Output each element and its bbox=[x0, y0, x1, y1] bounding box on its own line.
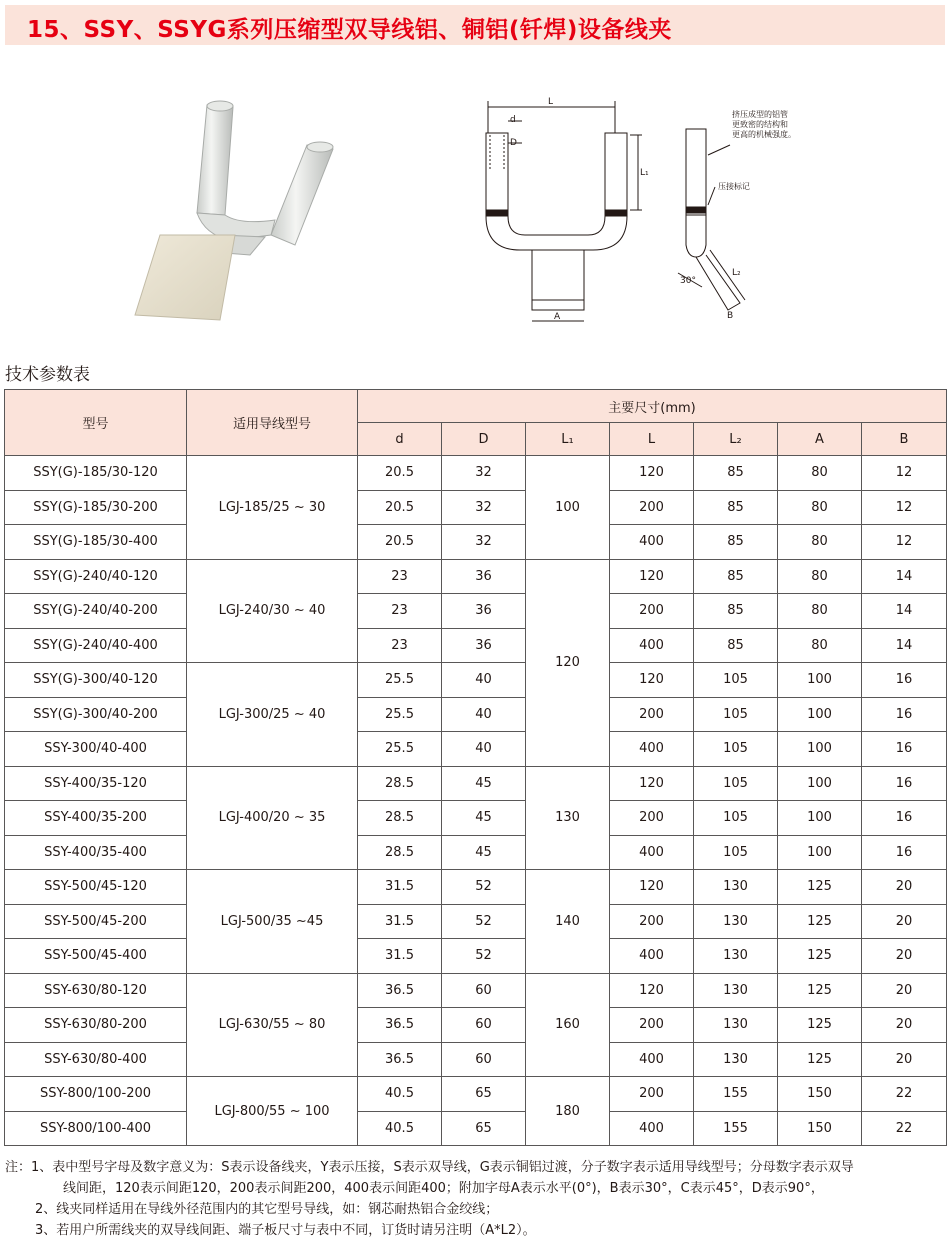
cell-conductor: LGJ-300/25 ~ 40 bbox=[187, 663, 358, 767]
cell-D: 40 bbox=[442, 697, 526, 732]
cell-L: 200 bbox=[610, 801, 694, 836]
cell-L: 120 bbox=[610, 973, 694, 1008]
cell-B: 12 bbox=[862, 456, 947, 491]
cell-B: 16 bbox=[862, 663, 947, 698]
cell-A: 125 bbox=[778, 870, 862, 905]
cell-L2: 105 bbox=[694, 732, 778, 767]
header-dimensions: 主要尺寸(mm) bbox=[358, 390, 947, 423]
cell-L: 400 bbox=[610, 732, 694, 767]
cell-D: 32 bbox=[442, 490, 526, 525]
note-1b-text: 线间距，120表示间距120，200表示间距200，400表示间距400；附加字母A表示水平(0°)，B表示30°，C表示45°，D表示90°， bbox=[63, 1181, 824, 1196]
cell-model: SSY-300/40-400 bbox=[5, 732, 187, 767]
cell-d: 20.5 bbox=[358, 525, 442, 560]
cell-model: SSY-800/100-400 bbox=[5, 1111, 187, 1146]
cell-d: 20.5 bbox=[358, 490, 442, 525]
cell-D: 36 bbox=[442, 594, 526, 629]
cell-L2: 105 bbox=[694, 766, 778, 801]
table-row bbox=[5, 732, 947, 767]
cell-L: 120 bbox=[610, 663, 694, 698]
header-A: A bbox=[778, 423, 862, 456]
cell-L: 400 bbox=[610, 1111, 694, 1146]
cell-L: 400 bbox=[610, 628, 694, 663]
cell-conductor: LGJ-185/25 ~ 30 bbox=[187, 456, 358, 560]
cell-model: SSY(G)-185/30-120 bbox=[5, 456, 187, 491]
note-1-continued bbox=[5, 1178, 945, 1199]
parameter-table bbox=[4, 389, 947, 1146]
cell-B: 20 bbox=[862, 904, 947, 939]
cell-B: 20 bbox=[862, 939, 947, 974]
cell-model: SSY(G)-300/40-120 bbox=[5, 663, 187, 698]
cell-model: SSY(G)-240/40-200 bbox=[5, 594, 187, 629]
cell-d: 31.5 bbox=[358, 904, 442, 939]
cell-L2: 105 bbox=[694, 835, 778, 870]
header-B: B bbox=[862, 423, 947, 456]
table-row bbox=[5, 801, 947, 836]
cell-L: 200 bbox=[610, 594, 694, 629]
product-photo bbox=[125, 95, 355, 330]
cell-L: 400 bbox=[610, 525, 694, 560]
right-tube bbox=[271, 142, 333, 245]
cell-d: 25.5 bbox=[358, 663, 442, 698]
cell-A: 150 bbox=[778, 1111, 862, 1146]
cell-L2: 85 bbox=[694, 525, 778, 560]
cell-D: 45 bbox=[442, 801, 526, 836]
label-L1: L₁ bbox=[640, 168, 649, 178]
cell-conductor: LGJ-240/30 ~ 40 bbox=[187, 559, 358, 663]
cell-conductor: LGJ-630/55 ~ 80 bbox=[187, 973, 358, 1077]
cell-A: 80 bbox=[778, 628, 862, 663]
cell-A: 80 bbox=[778, 525, 862, 560]
cell-D: 65 bbox=[442, 1111, 526, 1146]
cell-L2: 130 bbox=[694, 904, 778, 939]
label-D: D bbox=[510, 138, 517, 148]
cell-L2: 85 bbox=[694, 490, 778, 525]
cell-d: 28.5 bbox=[358, 766, 442, 801]
cell-L1: 180 bbox=[526, 1077, 610, 1146]
header-d: d bbox=[358, 423, 442, 456]
cell-L2: 105 bbox=[694, 663, 778, 698]
cell-model: SSY-500/45-200 bbox=[5, 904, 187, 939]
cell-A: 80 bbox=[778, 456, 862, 491]
table-row bbox=[5, 663, 947, 698]
dimension-drawing bbox=[470, 95, 820, 330]
cell-d: 31.5 bbox=[358, 870, 442, 905]
cell-L2: 155 bbox=[694, 1077, 778, 1112]
cell-conductor: LGJ-800/55 ~ 100 bbox=[187, 1077, 358, 1146]
cell-model: SSY(G)-185/30-400 bbox=[5, 525, 187, 560]
cell-D: 60 bbox=[442, 1042, 526, 1077]
cell-model: SSY-500/45-120 bbox=[5, 870, 187, 905]
cell-A: 80 bbox=[778, 559, 862, 594]
header-L2: L₂ bbox=[694, 423, 778, 456]
page-title: 15、SSY、SSYG系列压缩型双导线铝、铜铝(钎焊)设备线夹 bbox=[27, 17, 672, 43]
cell-L2: 130 bbox=[694, 939, 778, 974]
cell-B: 20 bbox=[862, 870, 947, 905]
label-d: d bbox=[510, 115, 516, 125]
table-row bbox=[5, 1008, 947, 1043]
cell-A: 125 bbox=[778, 1042, 862, 1077]
cell-L2: 105 bbox=[694, 801, 778, 836]
cell-B: 16 bbox=[862, 835, 947, 870]
cell-L2: 85 bbox=[694, 628, 778, 663]
label-L: L bbox=[548, 97, 554, 107]
note-crimp: 压接标记 bbox=[718, 182, 750, 191]
table-row bbox=[5, 697, 947, 732]
cell-D: 60 bbox=[442, 1008, 526, 1043]
cell-D: 60 bbox=[442, 973, 526, 1008]
cell-model: SSY-500/45-400 bbox=[5, 939, 187, 974]
notes-prefix: 注： bbox=[5, 1160, 32, 1175]
cell-d: 23 bbox=[358, 628, 442, 663]
cell-B: 16 bbox=[862, 801, 947, 836]
cell-A: 100 bbox=[778, 663, 862, 698]
cell-conductor: LGJ-500/35 ~45 bbox=[187, 870, 358, 974]
table-row bbox=[5, 904, 947, 939]
table-row bbox=[5, 1042, 947, 1077]
table-row bbox=[5, 1111, 947, 1146]
cell-L: 400 bbox=[610, 1042, 694, 1077]
note-extrude-1: 挤压成型的铝管 bbox=[732, 110, 788, 119]
cell-L: 120 bbox=[610, 456, 694, 491]
cell-A: 80 bbox=[778, 490, 862, 525]
cell-L: 400 bbox=[610, 939, 694, 974]
note-1-text: 1、表中型号字母及数字意义为：S表示设备线夹，Y表示压接，S表示双导线，G表示铜铝过渡，分子数字表示适用导线型号；分母数字表示双导 bbox=[31, 1160, 854, 1175]
cell-D: 40 bbox=[442, 663, 526, 698]
table-row bbox=[5, 456, 947, 491]
cell-L2: 85 bbox=[694, 594, 778, 629]
cell-A: 100 bbox=[778, 766, 862, 801]
label-A: A bbox=[554, 312, 561, 322]
cell-L: 200 bbox=[610, 904, 694, 939]
cell-L1: 100 bbox=[526, 456, 610, 560]
cell-d: 23 bbox=[358, 594, 442, 629]
cell-L2: 130 bbox=[694, 1042, 778, 1077]
cell-A: 100 bbox=[778, 835, 862, 870]
cell-B: 16 bbox=[862, 732, 947, 767]
cell-L: 200 bbox=[610, 490, 694, 525]
label-angle: 30° bbox=[680, 276, 696, 286]
label-L2: L₂ bbox=[732, 268, 741, 278]
cell-A: 80 bbox=[778, 594, 862, 629]
cell-d: 31.5 bbox=[358, 939, 442, 974]
cell-D: 32 bbox=[442, 456, 526, 491]
cell-L2: 130 bbox=[694, 1008, 778, 1043]
cell-d: 28.5 bbox=[358, 801, 442, 836]
cell-D: 45 bbox=[442, 835, 526, 870]
cell-A: 100 bbox=[778, 732, 862, 767]
cell-L: 400 bbox=[610, 835, 694, 870]
cell-D: 52 bbox=[442, 870, 526, 905]
cell-d: 25.5 bbox=[358, 697, 442, 732]
table-row bbox=[5, 490, 947, 525]
table-row bbox=[5, 766, 947, 801]
cell-D: 36 bbox=[442, 559, 526, 594]
cell-A: 125 bbox=[778, 939, 862, 974]
cell-L2: 85 bbox=[694, 456, 778, 491]
left-tube bbox=[197, 101, 233, 215]
cell-B: 20 bbox=[862, 1008, 947, 1043]
cell-d: 36.5 bbox=[358, 1008, 442, 1043]
section-title: 技术参数表 bbox=[5, 365, 90, 385]
cell-model: SSY-630/80-400 bbox=[5, 1042, 187, 1077]
table-row bbox=[5, 525, 947, 560]
cell-A: 125 bbox=[778, 904, 862, 939]
cell-D: 45 bbox=[442, 766, 526, 801]
cell-d: 36.5 bbox=[358, 1042, 442, 1077]
cell-L2: 130 bbox=[694, 870, 778, 905]
cell-d: 20.5 bbox=[358, 456, 442, 491]
cell-L: 120 bbox=[610, 559, 694, 594]
cell-L: 200 bbox=[610, 1008, 694, 1043]
cell-L: 120 bbox=[610, 870, 694, 905]
table-body bbox=[5, 456, 947, 1146]
cell-model: SSY-630/80-200 bbox=[5, 1008, 187, 1043]
table-row bbox=[5, 628, 947, 663]
header-D: D bbox=[442, 423, 526, 456]
notes bbox=[5, 1157, 945, 1241]
cell-model: SSY-800/100-200 bbox=[5, 1077, 187, 1112]
cell-L: 200 bbox=[610, 1077, 694, 1112]
cell-model: SSY-630/80-120 bbox=[5, 973, 187, 1008]
cell-d: 40.5 bbox=[358, 1111, 442, 1146]
note-2 bbox=[5, 1199, 945, 1220]
cell-L2: 85 bbox=[694, 559, 778, 594]
cell-d: 25.5 bbox=[358, 732, 442, 767]
cell-B: 20 bbox=[862, 973, 947, 1008]
cell-B: 14 bbox=[862, 559, 947, 594]
cell-L1: 120 bbox=[526, 559, 610, 766]
title-bar bbox=[5, 5, 945, 45]
header-L1: L₁ bbox=[526, 423, 610, 456]
cell-B: 22 bbox=[862, 1111, 947, 1146]
cell-L1: 160 bbox=[526, 973, 610, 1077]
cell-B: 12 bbox=[862, 490, 947, 525]
cell-B: 14 bbox=[862, 594, 947, 629]
cell-conductor: LGJ-400/20 ~ 35 bbox=[187, 766, 358, 870]
cell-d: 28.5 bbox=[358, 835, 442, 870]
cell-B: 16 bbox=[862, 697, 947, 732]
cell-D: 65 bbox=[442, 1077, 526, 1112]
cell-L2: 105 bbox=[694, 697, 778, 732]
table-row bbox=[5, 1077, 947, 1112]
cell-A: 125 bbox=[778, 1008, 862, 1043]
cell-B: 12 bbox=[862, 525, 947, 560]
cell-L: 120 bbox=[610, 766, 694, 801]
header-conductor: 适用导线型号 bbox=[187, 390, 358, 456]
cell-B: 14 bbox=[862, 628, 947, 663]
label-B: B bbox=[727, 311, 734, 321]
table-row bbox=[5, 939, 947, 974]
cell-L: 200 bbox=[610, 697, 694, 732]
cell-d: 36.5 bbox=[358, 973, 442, 1008]
cell-B: 20 bbox=[862, 1042, 947, 1077]
cell-model: SSY-400/35-120 bbox=[5, 766, 187, 801]
cell-B: 16 bbox=[862, 766, 947, 801]
cell-D: 52 bbox=[442, 904, 526, 939]
cell-D: 40 bbox=[442, 732, 526, 767]
cell-L2: 130 bbox=[694, 973, 778, 1008]
cell-L1: 140 bbox=[526, 870, 610, 974]
cell-d: 40.5 bbox=[358, 1077, 442, 1112]
cell-model: SSY(G)-240/40-400 bbox=[5, 628, 187, 663]
note-3-text: 3、若用户所需线夹的双导线间距、端子板尺寸与表中不同，订货时请另注明（A*L2）。 bbox=[35, 1223, 536, 1238]
table-row bbox=[5, 870, 947, 905]
cell-A: 100 bbox=[778, 697, 862, 732]
cell-model: SSY(G)-300/40-200 bbox=[5, 697, 187, 732]
cell-L1: 130 bbox=[526, 766, 610, 870]
cell-d: 23 bbox=[358, 559, 442, 594]
cell-model: SSY-400/35-200 bbox=[5, 801, 187, 836]
cell-B: 22 bbox=[862, 1077, 947, 1112]
cell-D: 36 bbox=[442, 628, 526, 663]
cell-L2: 155 bbox=[694, 1111, 778, 1146]
cell-model: SSY-400/35-400 bbox=[5, 835, 187, 870]
table-row bbox=[5, 559, 947, 594]
cell-D: 52 bbox=[442, 939, 526, 974]
cell-A: 100 bbox=[778, 801, 862, 836]
header-model: 型号 bbox=[5, 390, 187, 456]
table-row bbox=[5, 594, 947, 629]
note-2-text: 2、线夹同样适用在导线外径范围内的其它型号导线，如：钢芯耐热铝合金绞线； bbox=[35, 1202, 499, 1217]
note-extrude-2: 更致密的结构和 bbox=[732, 120, 788, 129]
cell-A: 125 bbox=[778, 973, 862, 1008]
cell-model: SSY(G)-240/40-120 bbox=[5, 559, 187, 594]
table-row bbox=[5, 835, 947, 870]
note-3 bbox=[5, 1220, 945, 1241]
note-extrude-3: 更高的机械强度。 bbox=[732, 130, 796, 139]
cell-D: 32 bbox=[442, 525, 526, 560]
note-1 bbox=[5, 1157, 945, 1178]
table-row bbox=[5, 973, 947, 1008]
cell-A: 150 bbox=[778, 1077, 862, 1112]
header-L: L bbox=[610, 423, 694, 456]
cell-model: SSY(G)-185/30-200 bbox=[5, 490, 187, 525]
